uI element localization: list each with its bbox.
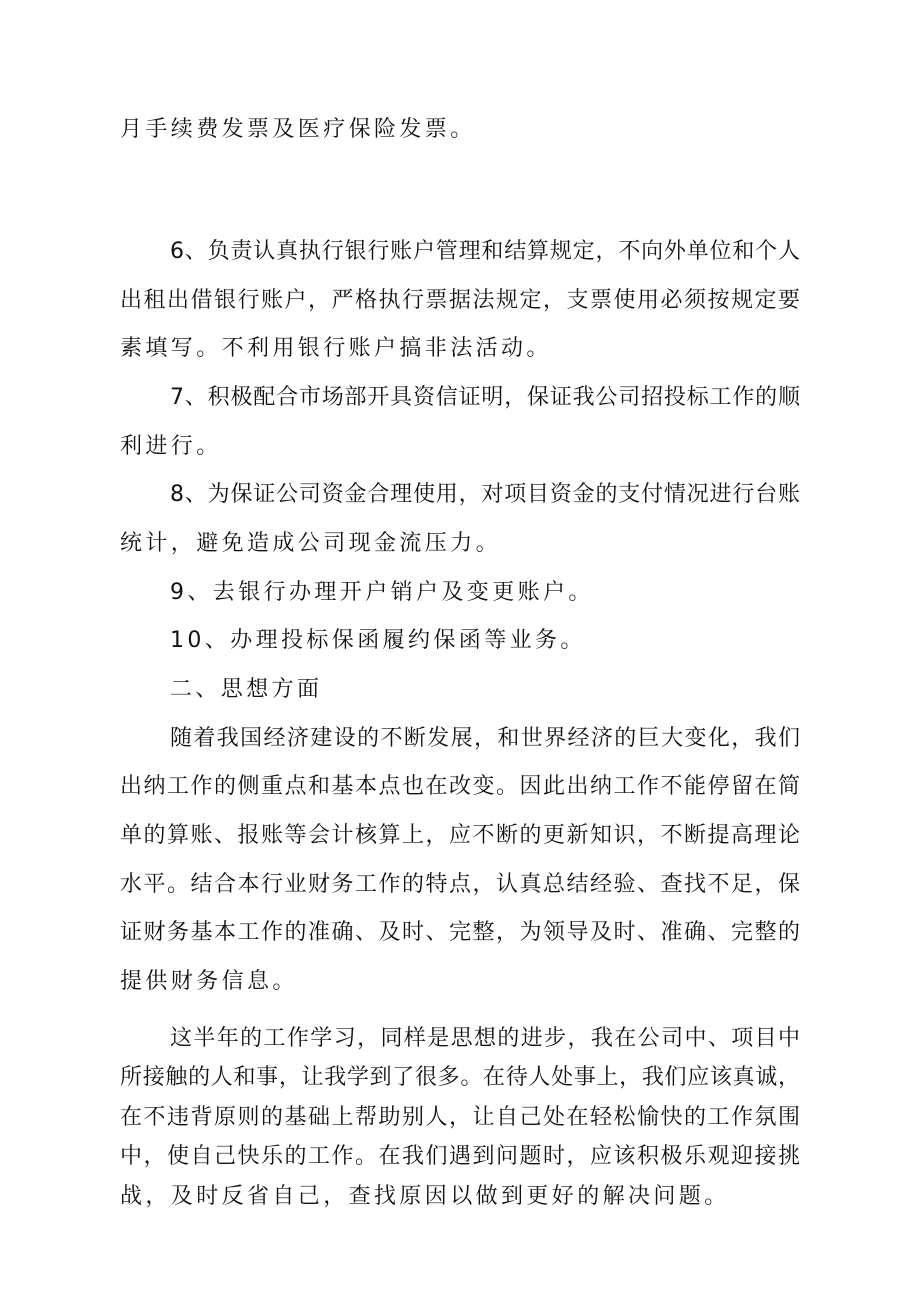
section-heading: 二、思想方面 — [170, 677, 323, 702]
text-line: 证财务基本工作的准确、及时、完整，为领导及时、准确、完整的 — [120, 920, 802, 945]
text-line: 在不违背原则的基础上帮助别人，让自己处在轻松愉快的工作氛围 — [120, 1105, 802, 1130]
text-line: 出租出借银行账户，严格执行票据法规定，支票使用必须按规定要 — [120, 288, 802, 313]
text-line: 统计，避免造成公司现金流压力。 — [120, 531, 502, 556]
text-line: 素填写。不利用银行账户搞非法活动。 — [120, 336, 552, 361]
text-line: 6、负责认真执行银行账户管理和结算规定，不向外单位和个人 — [170, 239, 801, 264]
text-line: 出纳工作的侧重点和基本点也在改变。因此出纳工作不能停留在简 — [120, 774, 802, 799]
text-line: 10、办理投标保函履约保函等业务。 — [170, 628, 586, 653]
text-line: 8、为保证公司资金合理使用，对项目资金的支付情况进行台账 — [170, 482, 801, 507]
text-line: 水平。结合本行业财务工作的特点，认真总结经验、查找不足，保 — [120, 872, 802, 897]
text-line: 随着我国经济建设的不断发展，和世界经济的巨大变化，我们 — [170, 726, 802, 751]
text-line: 战，及时反省自己，查找原因以做到更好的解决问题。 — [120, 1184, 730, 1209]
text-line: 这半年的工作学习，同样是思想的进步，我在公司中、项目中 — [170, 1026, 802, 1051]
text-line: 月手续费发票及医疗保险发票。 — [120, 117, 476, 142]
text-line: 利进行。 — [120, 434, 222, 459]
text-line: 单的算账、报账等会计核算上，应不断的更新知识，不断提高理论 — [120, 823, 802, 848]
text-line: 所接触的人和事，让我学到了很多。在待人处事上，我们应该真诚， — [120, 1065, 801, 1090]
text-line: 提供财务信息。 — [120, 969, 298, 994]
text-line: 9、去银行办理开户销户及变更账户。 — [170, 580, 594, 605]
text-line: 中，使自己快乐的工作。在我们遇到问题时，应该积极乐观迎接挑 — [120, 1144, 802, 1169]
text-line: 7、积极配合市场部开具资信证明，保证我公司招投标工作的顺 — [170, 385, 801, 410]
